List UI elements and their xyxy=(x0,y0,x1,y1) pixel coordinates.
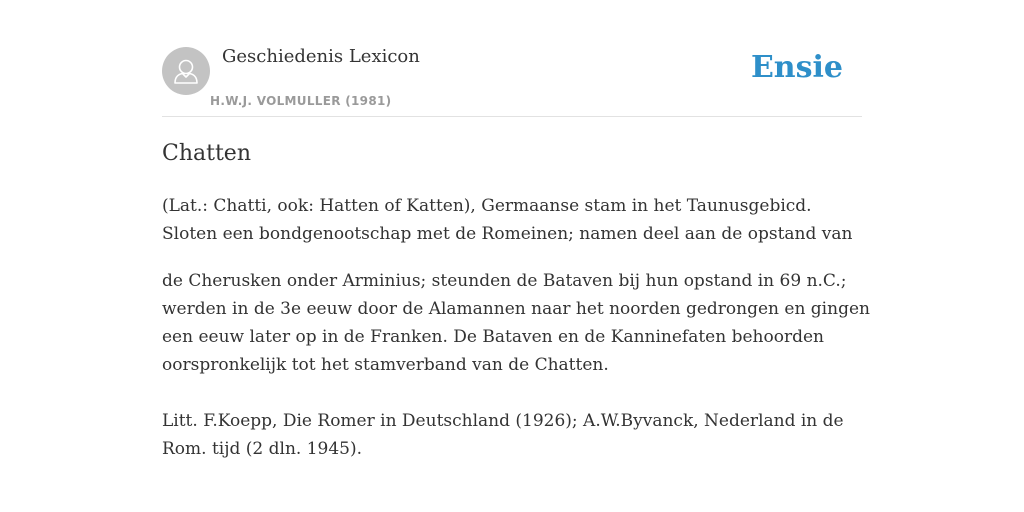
paragraph-line: werden in de 3e eeuw door de Alamannen naar het noorden gedrongen en gingen xyxy=(162,299,870,319)
entry-paragraph xyxy=(162,192,862,248)
paragraph-line: oorspronkelijk tot het stamverband van de Chatten. xyxy=(162,355,609,375)
paragraph-line: (Lat.: Chatti, ook: Hatten of Katten), Germaanse stam in het Taunusgebicd. xyxy=(162,196,812,216)
source-title[interactable]: Geschiedenis Lexicon xyxy=(222,46,420,67)
entry-paragraph xyxy=(162,267,870,379)
paragraph-line: een eeuw later op in de Franken. De Bataven en de Kanninefaten behoorden xyxy=(162,327,824,347)
paragraph-line: de Cherusken onder Arminius; steunden de Bataven bij hun opstand in 69 n.C.; xyxy=(162,271,847,291)
paragraph-line: Litt. F.Koepp, Die Romer in Deutschland (1926); A.W.Byvanck, Nederland in de xyxy=(162,411,844,431)
page xyxy=(162,0,870,512)
header xyxy=(162,0,862,117)
paragraph-line: Sloten een bondgenootschap met de Romeinen; namen deel aan de opstand van xyxy=(162,224,853,244)
literature-paragraph xyxy=(162,407,862,463)
user-icon xyxy=(162,47,210,95)
entry-title: Chatten xyxy=(162,141,251,166)
author-label[interactable]: H.W.J. VOLMULLER (1981) xyxy=(210,94,392,108)
paragraph-line: Rom. tijd (2 dln. 1945). xyxy=(162,439,363,459)
avatar[interactable] xyxy=(162,47,210,95)
brand-logo[interactable]: Ensie xyxy=(750,50,843,85)
